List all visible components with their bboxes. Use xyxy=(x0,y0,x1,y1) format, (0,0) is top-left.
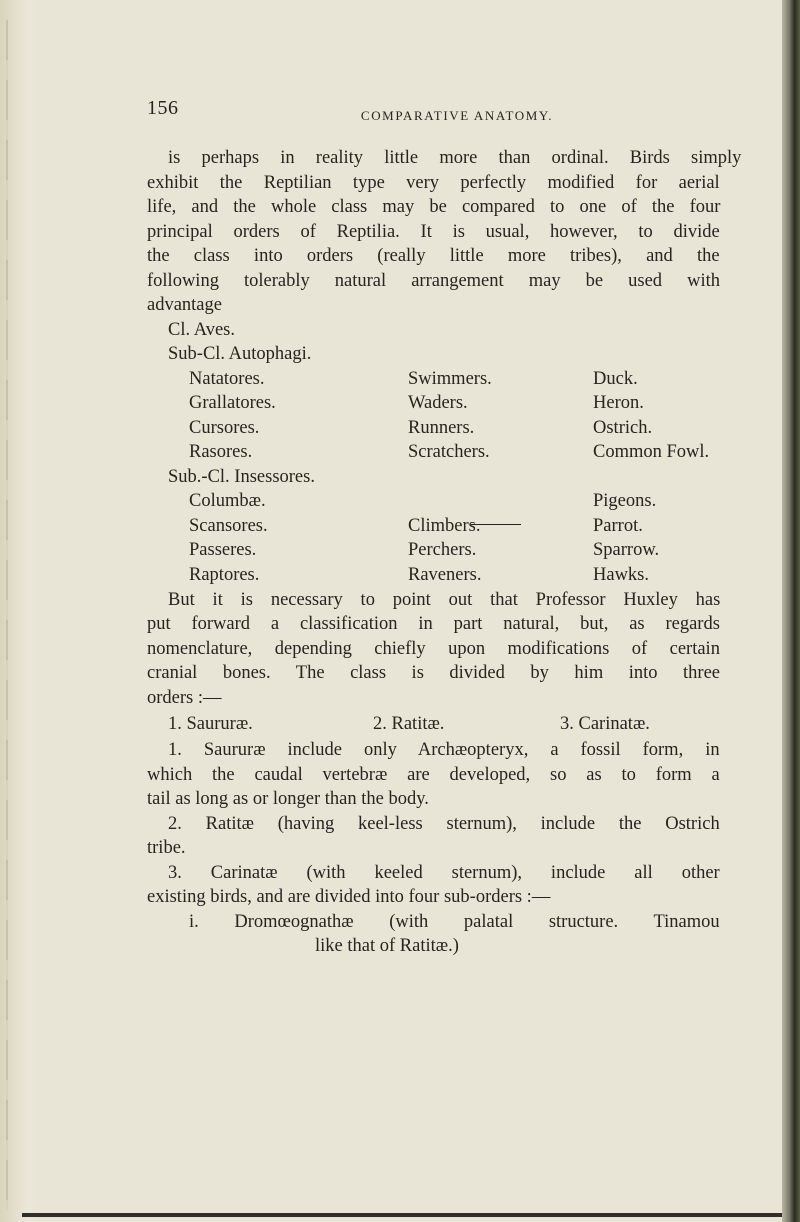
order-common-name: Swimmers. xyxy=(408,369,492,389)
running-title: COMPARATIVE ANATOMY. xyxy=(360,108,554,123)
text-line: i. Dromœognathæ (with palatal structure. Tinamou xyxy=(189,912,720,932)
class-heading: Cl. Aves. xyxy=(168,320,235,340)
text-line: 1. Saururæ include only Archæopteryx, a fossil form, in xyxy=(168,740,720,760)
page-number: 156 xyxy=(147,97,179,119)
text-line: advantage xyxy=(147,295,222,315)
text-line: cranial bones. The class is divided by him into three xyxy=(147,663,720,683)
order-example: Hawks. xyxy=(593,565,650,585)
order-name: Columbæ. xyxy=(189,491,266,511)
order-example: Pigeons. xyxy=(593,491,657,511)
order-name: Cursores. xyxy=(189,418,260,438)
order-common-name: Climbers. xyxy=(408,516,481,536)
order-common-name: Scratchers. xyxy=(408,442,490,462)
order-name: Natatores. xyxy=(189,369,265,389)
order-common-name: Runners. xyxy=(408,418,475,438)
page-header xyxy=(147,97,747,127)
order-example: Duck. xyxy=(593,369,638,389)
order-item: 2. Ratitæ. xyxy=(373,714,445,734)
order-common-name: Waders. xyxy=(408,393,468,413)
page-edge-shadow xyxy=(782,0,800,1222)
text-line: nomenclature, depending chiefly upon modifications of certain xyxy=(147,639,720,659)
text-line: tail as long as or longer than the body. xyxy=(147,789,429,809)
text-line: exhibit the Reptilian type very perfectly modified for aerial xyxy=(147,173,720,193)
order-example: Sparrow. xyxy=(593,540,660,560)
order-example: Heron. xyxy=(593,393,644,413)
text-line: which the caudal vertebræ are developed, so as to form a xyxy=(147,765,720,785)
text-line: principal orders of Reptilia. It is usual, however, to divide xyxy=(147,222,720,242)
subclass-heading: Sub-Cl. Autophagi. xyxy=(168,344,312,364)
text-line: But it is necessary to point out that Professor Huxley has xyxy=(168,590,721,610)
order-name: Scansores. xyxy=(189,516,268,536)
order-item: 1. Saururæ. xyxy=(168,714,253,734)
text-line: 2. Ratitæ (having keel-less sternum), include the Ostrich xyxy=(168,814,720,834)
text-line: the class into orders (really little more tribes), and the xyxy=(147,246,720,266)
text-line: life, and the whole class may be compared to one of the four xyxy=(147,197,721,217)
text-line: 3. Carinatæ (with keeled sternum), include all other xyxy=(168,863,720,883)
text-line: orders :— xyxy=(147,688,222,708)
text-line: like that of Ratitæ.) xyxy=(315,936,459,956)
order-name: Passeres. xyxy=(189,540,257,560)
text-line: following tolerably natural arrangement may be used with xyxy=(147,271,720,291)
order-name: Grallatores. xyxy=(189,393,276,413)
page-gutter-shadow xyxy=(0,0,40,1222)
order-name: Raptores. xyxy=(189,565,260,585)
order-example: Common Fowl. xyxy=(593,442,710,462)
order-example: Ostrich. xyxy=(593,418,653,438)
text-line: is perhaps in reality little more than ordinal. Birds simply xyxy=(168,148,742,168)
order-name: Rasores. xyxy=(189,442,253,462)
order-example: Parrot. xyxy=(593,516,643,536)
bottom-edge-line xyxy=(22,1213,782,1217)
order-common-name: Perchers. xyxy=(408,540,477,560)
subclass-heading: Sub.-Cl. Insessores. xyxy=(168,467,315,487)
text-line: tribe. xyxy=(147,838,186,858)
text-line: put forward a classification in part natural, but, as regards xyxy=(147,614,720,634)
order-common-name: Raveners. xyxy=(408,565,482,585)
text-line: existing birds, and are divided into four sub-orders :— xyxy=(147,887,551,907)
order-item: 3. Carinatæ. xyxy=(560,714,650,734)
